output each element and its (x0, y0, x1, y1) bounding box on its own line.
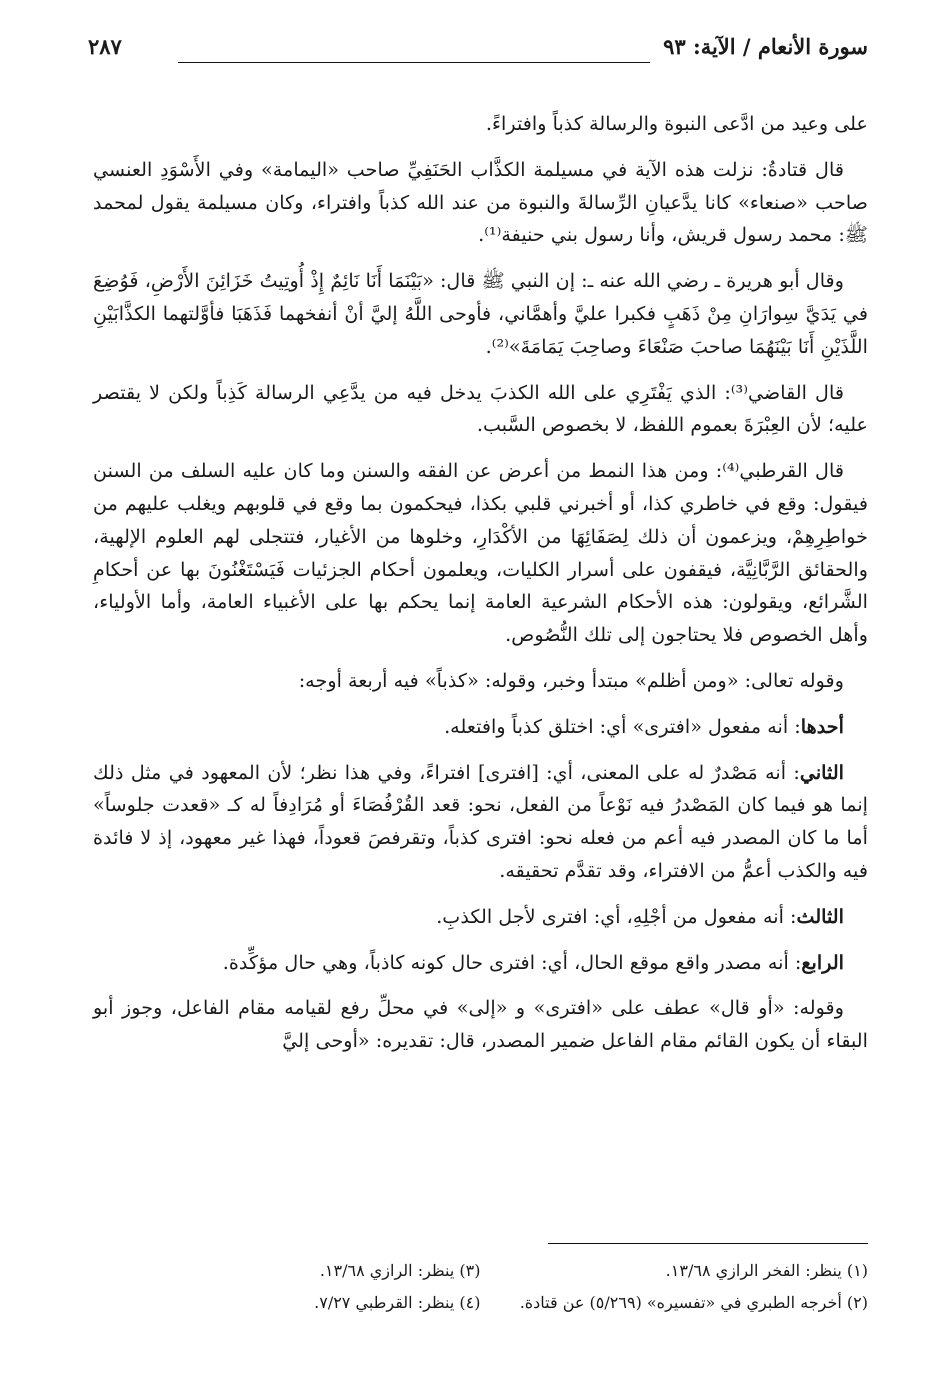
paragraph: على وعيد من ادَّعى النبوة والرسالة كذباً وافتراءً. (485, 112, 868, 135)
page-number: ٢٨٧ (88, 34, 122, 59)
footnotes (93, 1255, 868, 1319)
footnote-2: (٢) أخرجه الطبري في «تفسيره» (٥/٢٦٩) عن قتادة. (519, 1293, 868, 1312)
paragraph: الثاني: أنه مَصْدرٌ له على المعنى، أي: [افترى] افتراءً، وفي هذا نظر؛ لأن المعهود في مثل ذلك إنما هو فيما كان المَصْدرُ فيه نَوْعاً من الفعل، نحو: قعد القُرْفُصَاءَ أو مُرَادِفاً له كـ «قعدت جلوساً» أما ما كان المصدر فيه أعم من فعله نحو: افترى كذباً، وتقرفصَ قعوداً، فهذا غير معهود، إذ لا فائدة فيه والكذب أعمُّ من الافتراء، وقد تقدَّم تحقيقه. (93, 760, 868, 882)
paragraph: قال قتادةُ: نزلت هذه الآية في مسيلمة الكذَّاب الحَنَفِيِّ صاحب «اليمامة» وفي الأَسْوَدِ العنسي صاحب «صنعاء» كانا يدَّعيانِ الرِّسالةَ والنبوة من عند الله كذباً وافتراء، وكان مسيلمة يقول لمحمد ﷺ: محمد رسول قريش، وأنا رسول بني حنيفة⁽¹⁾. (93, 157, 868, 247)
paragraph: قال القاضي⁽³⁾: الذي يَفْتَرِي على الله الكذبَ يدخل فيه من يدَّعِي الرسالة كَذِباً ولكن لا يقتصر عليه؛ لأن العِبْرَةَ بعموم اللفظ، لا بخصوص السَّبب. (93, 380, 868, 437)
paragraph-lead: أحدها (800, 714, 844, 738)
footnote-3: (٣) ينظر: الرازي ١٣/٦٨. (319, 1261, 481, 1280)
footnote-row (93, 1255, 868, 1287)
paragraph: الثالث: أنه مفعول من أجْلِهِ، أي: افترى لأجل الكذبِ. (436, 904, 844, 928)
page-header (88, 34, 868, 74)
paragraph: أحدها: أنه مفعول «افترى» أي: اختلق كذباً وافتعله. (444, 714, 844, 738)
paragraph: قال القرطبي⁽⁴⁾: ومن هذا النمط من أعرض عن الفقه والسنن وما كان عليه السلف من السنن فيقول: وقع في خاطري كذا، أو أخبرني قلبي بكذا، فيحكمون بما وقع في قلوبهم ويغلب عليهم من خواطِرِهِمْ، ويزعمون أن ذلك لِصَفَائِهَا من الأكْدَارِ، وخلوها من الأغيار، فتتجلى لهم العلوم الإلهية، والحقائق الرَّبَّانِيَّة، فيقفون على أسرار الكليات، ويعلمون أحكام الجزئيات فَيَسْتَغْنُونَ بها عن أحكامِ الشَّرائع، ويقولون: هذه الأحكام الشرعية العامة إنما يحكم بها على الأغبياء العامة، وأما الأولياء، وأهل الخصوص فلا يحتاجون إلى تلك النُّصُوص. (93, 459, 868, 647)
footnote-rule (548, 1243, 868, 1244)
footnote-1: (١) ينظر: الفخر الرازي ١٣/٦٨. (665, 1261, 868, 1280)
main-text (93, 108, 868, 1071)
header-rule (178, 62, 650, 63)
paragraph: وقوله: «أو قال» عطف على «افترى» و «إلى» في محلِّ رفع لقيامه مقام الفاعل، وجوز أبو البقاء أن يكون القائم مقام الفاعل ضمير المصدر، قال: تقديره: «أوحى إليَّ (93, 996, 868, 1053)
paragraph-lead: الثالث (796, 904, 844, 928)
paragraph: وقوله تعالى: «ومن أظلم» مبتدأ وخبر، وقوله: «كذباً» فيه أربعة أوجه: (298, 668, 844, 692)
footnote-4: (٤) ينظر: القرطبي ٧/٢٧. (314, 1293, 481, 1312)
footnote-row (93, 1287, 868, 1319)
running-title: سورة الأنعام / الآية: ٩٣ (663, 34, 868, 59)
paragraph-lead: الثاني (799, 760, 844, 784)
paragraph-lead: الرابع (801, 950, 844, 974)
paragraph: الرابع: أنه مصدر واقع موقع الحال، أي: افترى حال كونه كاذباً، وهي حال مؤكِّدة. (222, 950, 844, 974)
paragraph: وقال أبو هريرة ـ رضي الله عنه ـ: إن النبي ﷺ قال: «بَيْنَمَا أَنَا نَائِمٌ إِذْ أُوتِيتُ خَزَائِنَ الأَرْضِ، فَوُضِعَ في يَدَيَّ سِوارَانِ مِنْ ذَهَبٍ فكبرا عليَّ وأهمَّاني، فأوحى اللَّهُ إليَّ أنْ أنفخهما فَذَهَبَا فأوَّلتهما الكذَّابَيْنِ اللَّذَيْنِ أَنَا بَيْنَهُمَا صاحبَ صَنْعَاءَ وصاحِبَ يَمَامَةَ»⁽²⁾. (93, 269, 868, 358)
